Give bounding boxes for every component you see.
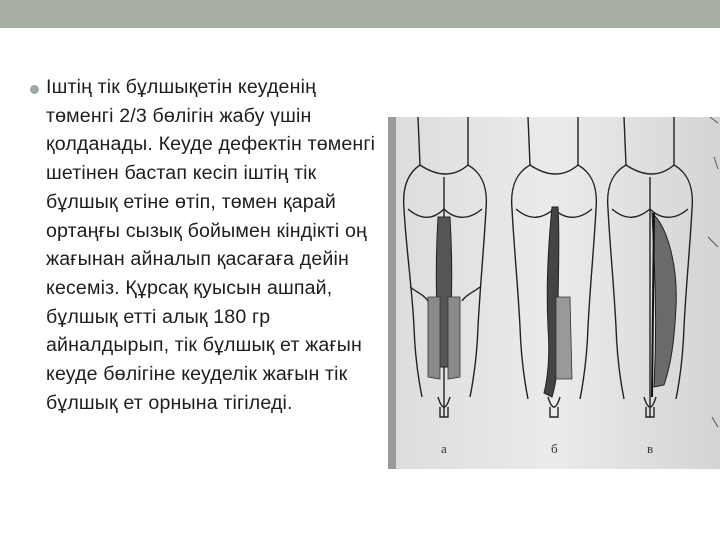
figure-label-b: б [551, 441, 558, 456]
bullet-icon [30, 85, 39, 94]
figure-label-a: а [441, 441, 447, 456]
figure-label-c: в [647, 441, 654, 456]
anatomy-figure [388, 117, 720, 469]
torso-illustration-icon [388, 117, 720, 469]
title-bar [0, 0, 720, 28]
bullet-text: Іштің тік бұлшықетін кеуденің төменгі 2/3 бөлігін жабу үшін қолданады. Кеуде дефектін төменгі шетінен бастап кесіп іштің тік бұлшық етіне өтіп, төмен қарай ортаңғы сызық бойымен кіндікті оң жағынан айналып қасағаға дейін кесеміз. Құрсақ қуысын ашпай, бұлшық етті алық 180 гр айналдырып, тік бұлшық ет жағын кеуде бөлігіне кеуделік жағын тік бұлшық ет орнына тігіледі. [46, 76, 376, 414]
